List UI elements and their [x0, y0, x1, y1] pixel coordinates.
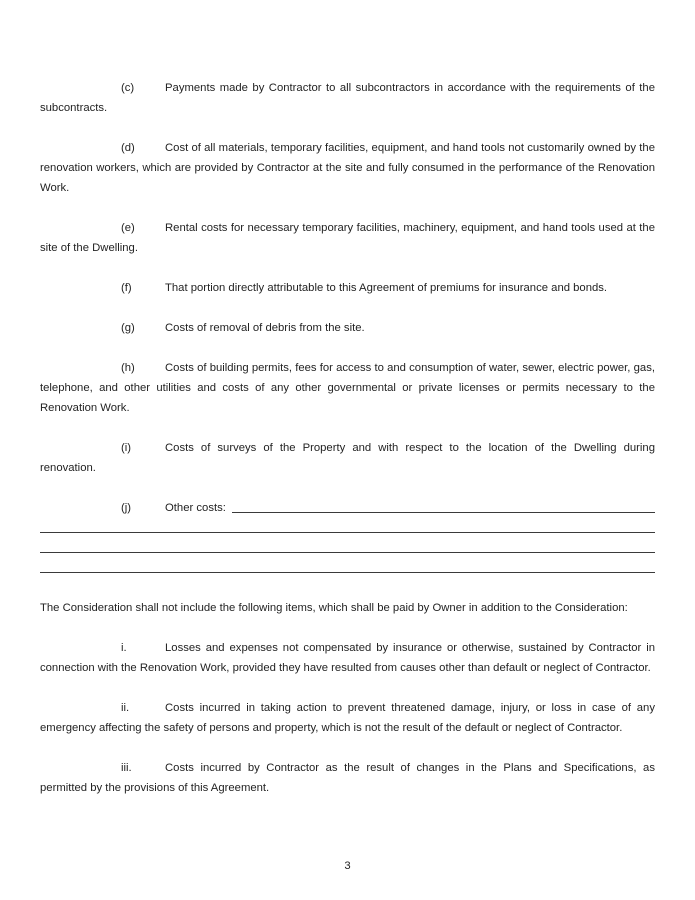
- fill-in-rule-line[interactable]: [40, 552, 655, 553]
- clause-paragraph: [40, 78, 655, 118]
- clause-text: Costs of removal of debris from the site.: [165, 322, 365, 334]
- clause-paragraph: [40, 358, 655, 418]
- clause-text: Costs of surveys of the Property and with respect to the location of the Dwelling during renovation.: [40, 442, 655, 474]
- clause-paragraph: [40, 438, 655, 478]
- clause-text: Costs of building permits, fees for access to and consumption of water, sewer, electric power, gas, telephone, and other utilities and costs of any other governmental or private licenses or permits necessary to the Renovation Work.: [40, 362, 655, 414]
- fill-in-rule-line[interactable]: [40, 572, 655, 573]
- exclusion-text: Costs incurred by Contractor as the result of changes in the Plans and Specifications, as permitted by the provisions of this Agreement.: [40, 762, 655, 794]
- page-content: [40, 78, 655, 818]
- exclusion-paragraph: [40, 758, 655, 798]
- clause-marker: (h): [121, 362, 135, 374]
- clause-text: That portion directly attributable to this Agreement of premiums for insurance and bonds.: [165, 282, 608, 294]
- exclusions-intro: The Consideration shall not include the following items, which shall be paid by Owner in addition to the Consideration:: [40, 602, 628, 614]
- exclusion-text: Losses and expenses not compensated by insurance or otherwise, sustained by Contractor in connection with the Renovation Work, provided they have resulted from causes other than default or neglect of Contractor.: [40, 642, 655, 674]
- page-number: 3: [344, 860, 351, 872]
- exclusion-paragraph: [40, 698, 655, 738]
- exclusion-marker: iii.: [121, 762, 132, 774]
- fill-in-row: [40, 538, 655, 558]
- other-costs-line: [40, 502, 226, 514]
- other-costs-label: Other costs:: [165, 502, 226, 514]
- clause-marker: (j): [121, 502, 132, 514]
- clause-paragraph: [40, 138, 655, 198]
- exclusion-marker: i.: [121, 642, 127, 654]
- clause-marker: (e): [121, 222, 135, 234]
- section-spacer: [40, 578, 655, 598]
- clause-marker: (i): [121, 442, 132, 454]
- clause-marker: (c): [121, 82, 135, 94]
- exclusion-marker: ii.: [121, 702, 130, 714]
- clause-text: Cost of all materials, temporary facilities, equipment, and hand tools not customarily owned by the renovation workers, which are provided by Contractor at the site and fully consumed in the performance of the Renovation Work.: [40, 142, 655, 194]
- clause-marker: (g): [121, 322, 135, 334]
- clause-paragraph: [40, 318, 655, 338]
- other-costs-row: [40, 498, 655, 518]
- fill-in-row: [40, 518, 655, 538]
- other-costs-block: [40, 498, 655, 578]
- fill-in-rule-line[interactable]: [232, 512, 655, 513]
- clause-text: Rental costs for necessary temporary facilities, machinery, equipment, and hand tools used at the site of the Dwelling.: [40, 222, 655, 254]
- exclusion-paragraph: [40, 638, 655, 678]
- clause-marker: (d): [121, 142, 135, 154]
- fill-in-row: [40, 558, 655, 578]
- clause-marker: (f): [121, 282, 132, 294]
- clause-paragraph: [40, 218, 655, 258]
- clause-paragraph: [40, 278, 655, 298]
- fill-in-rule-line[interactable]: [40, 532, 655, 533]
- exclusion-text: Costs incurred in taking action to prevent threatened damage, injury, or loss in case of any emergency affecting the safety of persons and property, which is not the result of the default or neglect of Contractor.: [40, 702, 655, 734]
- clause-text: Payments made by Contractor to all subcontractors in accordance with the requirements of the subcontracts.: [40, 82, 655, 114]
